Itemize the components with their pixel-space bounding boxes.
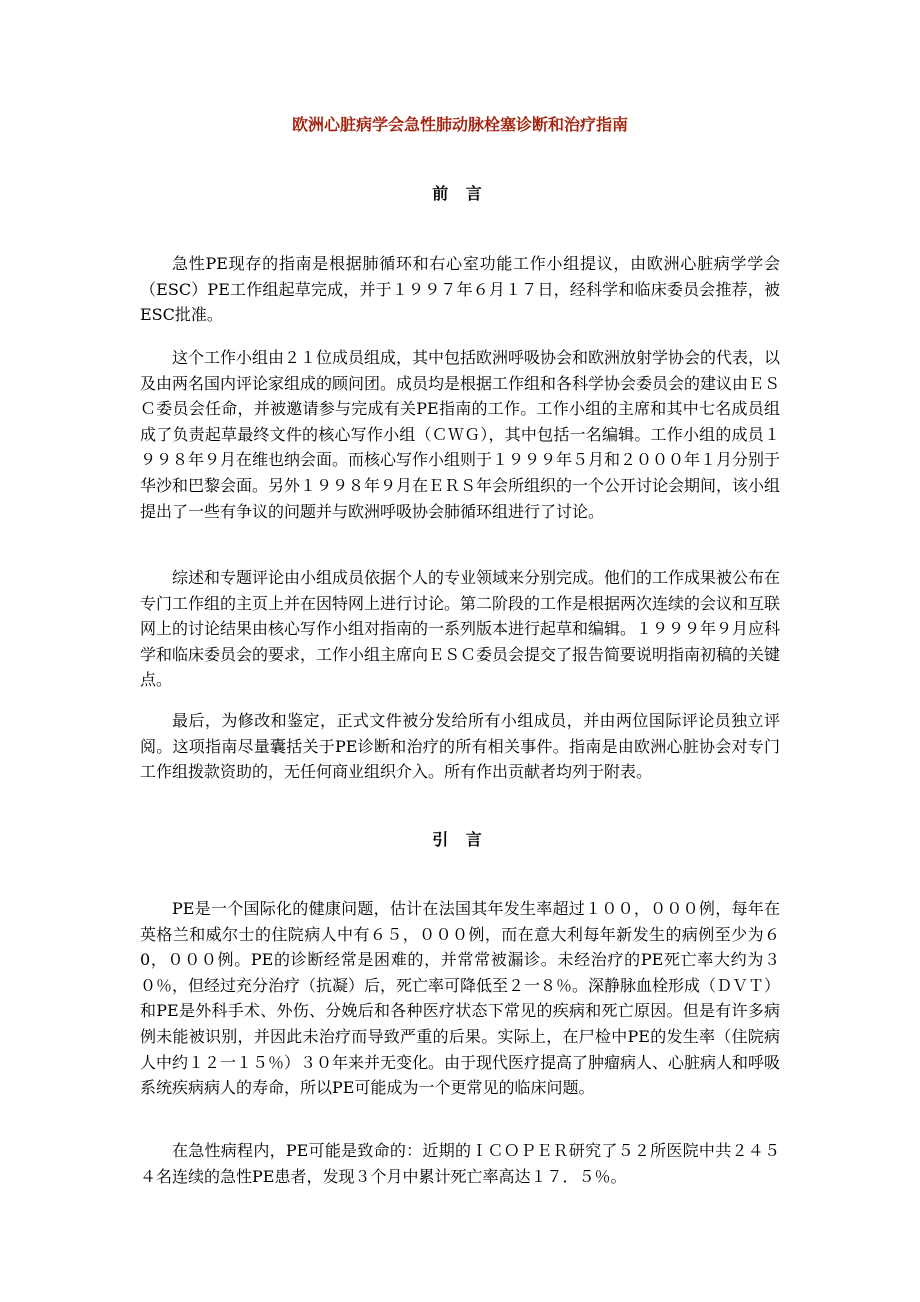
section-heading-introduction: 引 言 [432,830,488,849]
paragraph: 在急性病程内，PE可能是致命的：近期的ＩＣＯＰＥＲ研究了５２所医院中共２４５４名连续的急性PE患者，发现３个月中累计死亡率高达１７．５％。 [140,1141,780,1186]
paragraph: 这个工作小组由２１位成员组成，其中包括欧洲呼吸协会和欧洲放射学协会的代表，以及由两名国内评论家组成的顾问团。成员均是根据工作组和各科学协会委员会的建议由ＥＳＣ委员会任命，并被邀请参与完成有关PE指南的工作。工作小组的主席和其中七名成员组成了负责起草最终文件的核心写作小组（ＣＷＧ），其中包括一名编辑。工作小组的成员１９９８年９月在维也纳会面。而核心写作小组则于１９９９年５月和２０００年１月分别于华沙和巴黎会面。另外１９９８年９月在ＥＲＳ年会所组织的一个公开讨论会期间，该小组提出了一些有争议的问题并与欧洲呼吸协会肺循环组进行了讨论。 [140,348,781,521]
document-title: 欧洲心脏病学会急性肺动脉栓塞诊断和治疗指南 [291,115,628,134]
paragraph: 综述和专题评论由小组成员依据个人的专业领域来分别完成。他们的工作成果被公布在专门工作组的主页上并在因特网上进行讨论。第二阶段的工作是根据两次连续的会议和互联网上的讨论结果由核心写作小组对指南的一系列版本进行起草和编辑。１９９９年９月应科学和临床委员会的要求，工作小组主席向ＥＳＣ委员会提交了报告简要说明指南初稿的关键点。 [140,568,781,690]
paragraph: PE是一个国际化的健康问题，估计在法国其年发生率超过１００，０００例，每年在英格兰和威尔士的住院病人中有６５，０００例，而在意大利每年新发生的病例至少为６0，０００例。PE的诊断经常是困难的，并常常被漏诊。未经治疗的PE死亡率大约为３０％，但经过充分治疗（抗凝）后，死亡率可降低至２一８％。深静脉血栓形成（ＤＶＴ）和PE是外科手术、外伤、分娩后和各种医疗状态下常见的疾病和死亡原因。但是有许多病例未能被识别，并因此未治疗而导致严重的后果。实际上，在尸检中PE的发生率（住院病人中约１２一１５％）３０年来并无变化。由于现代医疗提高了肿瘤病人、心脏病人和呼吸系统疾病病人的寿命，所以PE可能成为一个更常见的临床问题。 [140,899,781,1098]
section-heading-preface: 前 言 [432,184,488,203]
paragraph: 最后，为修改和鉴定，正式文件被分发给所有小组成员，并由两位国际评论员独立评阅。这项指南尽量囊括关于PE诊断和治疗的所有相关事件。指南是由欧洲心脏协会对专门工作组拨款资助的，无任何商业组织介入。所有作出贡献者均列于附表。 [140,711,780,782]
paragraph: 急性PE现存的指南是根据肺循环和右心室功能工作小组提议，由欧洲心脏病学学会（ESC）PE工作组起草完成，并于１９９７年６月１７日，经科学和临床委员会推荐，被ESC批准。 [140,254,780,325]
